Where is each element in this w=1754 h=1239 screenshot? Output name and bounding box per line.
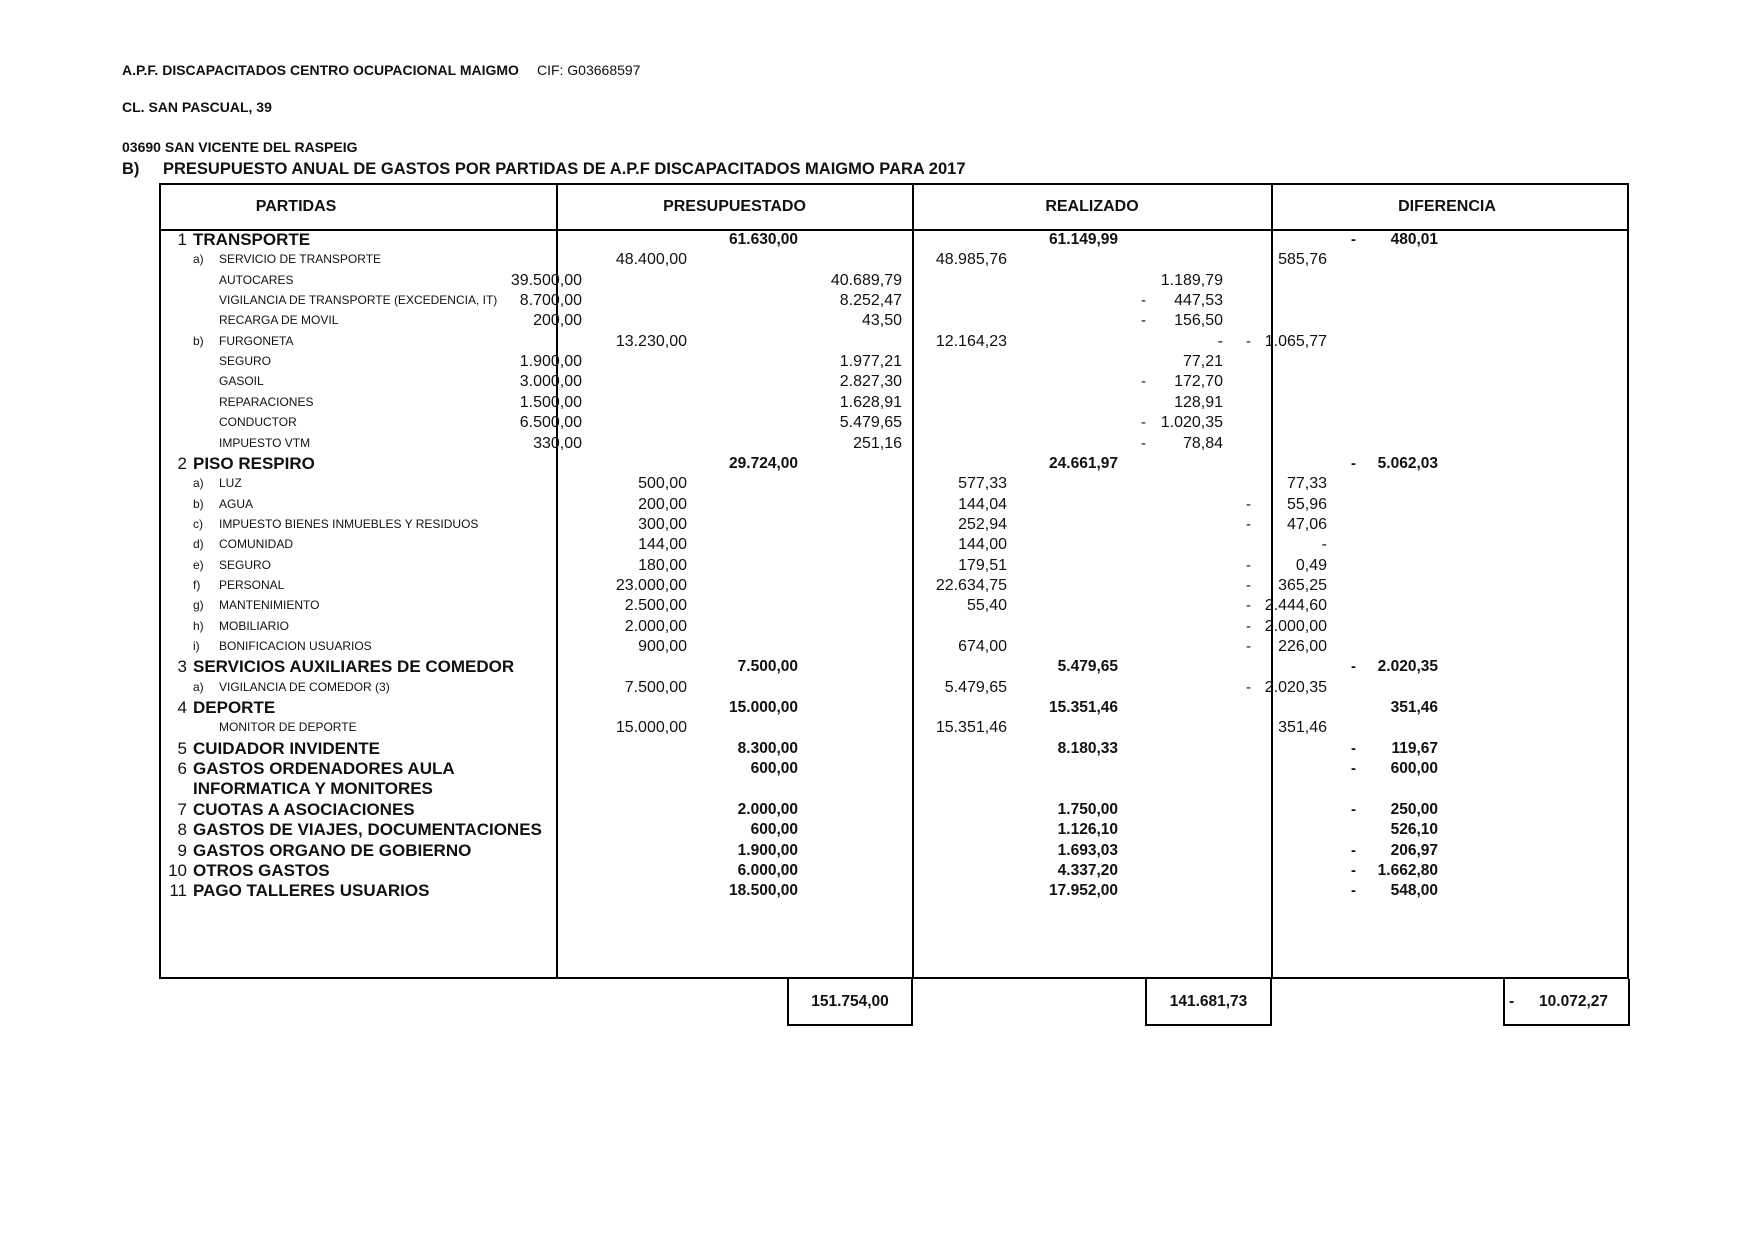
item-letter: a) xyxy=(193,679,204,694)
presupuestado-sub-value: 900,00 xyxy=(638,638,687,655)
realizado-detail-value: 1.977,21 xyxy=(839,353,902,371)
item-label: AGUA xyxy=(219,496,254,511)
diferencia-total-value: 351,46 xyxy=(1390,699,1438,717)
partida-title: OTROS GASTOS xyxy=(193,860,330,880)
diferencia-detail-value: 78,84 xyxy=(1182,434,1223,452)
diferencia-detail-value: 1.189,79 xyxy=(1160,271,1223,289)
item-label: MONITOR DE DEPORTE xyxy=(219,720,357,735)
total-diferencia-value: 10.072,27 xyxy=(1539,993,1608,1010)
presupuestado-total-value: 18.500,00 xyxy=(729,882,798,900)
diferencia-total-value: 250,00 xyxy=(1390,800,1438,818)
item-label: LUZ xyxy=(219,476,242,491)
realizado-sub-value: 55,40 xyxy=(966,597,1007,615)
diferencia-sub-value: 365,25 xyxy=(1278,576,1327,594)
item-letter: a) xyxy=(193,252,204,267)
presupuestado-sub-value: 144,00 xyxy=(638,536,687,554)
presupuestado-detail-value: 1.500,00 xyxy=(519,393,582,411)
item-label: GASOIL xyxy=(219,374,264,389)
presupuestado-total-value: 29.724,00 xyxy=(729,454,798,472)
diferencia-detail-value: 77,21 xyxy=(1182,353,1223,371)
item-letter: a) xyxy=(193,476,204,491)
diferencia-sub-sign: - xyxy=(1246,332,1251,350)
diferencia-total-sign: - xyxy=(1351,739,1356,757)
presupuestado-total-value: 8.300,00 xyxy=(737,739,798,757)
presupuestado-detail-value: 8.700,00 xyxy=(519,292,582,310)
presupuestado-total-value: 6.000,00 xyxy=(737,861,798,879)
diferencia-sub-sign: - xyxy=(1246,556,1251,574)
realizado-sub-value: 48.985,76 xyxy=(935,251,1007,269)
diferencia-sub-value: 55,96 xyxy=(1286,495,1327,513)
diferencia-total-value: 526,10 xyxy=(1390,821,1438,839)
partida-title: CUOTAS A ASOCIACIONES xyxy=(193,799,415,819)
presupuestado-detail-value: 200,00 xyxy=(533,312,582,330)
total-diferencia-sign: - xyxy=(1509,993,1515,1010)
realizado-sub-value: 144,04 xyxy=(958,495,1007,513)
document-title xyxy=(122,160,966,179)
presupuestado-total-value: 2.000,00 xyxy=(737,800,798,818)
realizado-sub-value: 179,51 xyxy=(958,556,1007,574)
diferencia-sub-value: 351,46 xyxy=(1278,719,1327,737)
partida-title: GASTOS ORGANO DE GOBIERNO xyxy=(193,840,472,860)
item-label: IMPUESTO BIENES INMUEBLES Y RESIDUOS xyxy=(219,516,479,531)
item-label: SERVICIO DE TRANSPORTE xyxy=(219,252,382,267)
realizado-total-value: 17.952,00 xyxy=(1049,882,1118,900)
total-presupuestado: 151.754,00 xyxy=(787,979,913,1026)
partida-number: 3 xyxy=(177,657,187,677)
realizado-sub-value: 674,00 xyxy=(958,638,1007,655)
diferencia-total-value: 548,00 xyxy=(1390,882,1438,900)
realizado-total-value: 4.337,20 xyxy=(1057,861,1118,879)
diferencia-detail-value: 128,91 xyxy=(1174,393,1223,411)
realizado-total-value: 1.126,10 xyxy=(1057,821,1118,839)
partida-number: 11 xyxy=(169,881,187,901)
diferencia-detail-sign: - xyxy=(1141,414,1146,432)
item-letter: i) xyxy=(193,639,200,653)
diferencia-total-value: 119,67 xyxy=(1391,739,1438,757)
diferencia-sub-sign: - xyxy=(1246,617,1251,635)
realizado-detail-value: 43,50 xyxy=(861,312,902,330)
col-header-diferencia: DIFERENCIA xyxy=(1398,198,1496,215)
diferencia-sub-value: 2.000,00 xyxy=(1264,617,1327,635)
presupuestado-detail-value: 3.000,00 xyxy=(519,373,582,391)
diferencia-detail-sign: - xyxy=(1141,292,1146,310)
item-label: VIGILANCIA DE TRANSPORTE (EXCEDENCIA, IT) xyxy=(219,293,498,308)
total-realizado: 141.681,73 xyxy=(1145,979,1272,1026)
partida-number: 1 xyxy=(177,230,187,249)
diferencia-total-value: 2.020,35 xyxy=(1377,658,1438,676)
realizado-detail-value: 40.689,79 xyxy=(830,271,902,289)
realizado-total-value: 24.661,97 xyxy=(1049,454,1118,472)
city: 03690 SAN VICENTE DEL RASPEIG xyxy=(122,139,358,155)
realizado-sub-value: 22.634,75 xyxy=(935,576,1007,594)
diferencia-sub-sign: - xyxy=(1246,515,1251,533)
presupuestado-sub-value: 2.000,00 xyxy=(624,617,687,635)
diferencia-sub-value: 1.065,77 xyxy=(1264,332,1327,350)
title-text: PRESUPUESTO ANUAL DE GASTOS POR PARTIDAS DE A.P.F DISCAPACITADOS MAIGMO PARA 2017 xyxy=(163,160,966,178)
diferencia-detail-sign: - xyxy=(1141,434,1146,452)
realizado-sub-value: 12.164,23 xyxy=(935,332,1007,350)
presupuestado-total-value: 7.500,00 xyxy=(737,658,798,676)
item-label: CONDUCTOR xyxy=(219,415,297,430)
realizado-detail-value: 5.479,65 xyxy=(839,414,902,432)
partida-number: 5 xyxy=(177,738,187,758)
presupuestado-detail-value: 330,00 xyxy=(533,434,582,452)
presupuestado-detail-value: 1.900,00 xyxy=(519,353,582,371)
col-header-presupuestado: PRESUPUESTADO xyxy=(663,198,806,215)
item-label: SEGURO xyxy=(219,557,272,572)
presupuestado-sub-value: 500,00 xyxy=(638,475,687,493)
item-label: MOBILIARIO xyxy=(219,618,290,633)
partida-title-continued: INFORMATICA Y MONITORES xyxy=(193,779,433,799)
presupuestado-sub-value: 13.230,00 xyxy=(615,332,687,350)
partida-number: 6 xyxy=(177,759,187,779)
partida-number: 2 xyxy=(177,453,187,473)
realizado-sub-value: 252,94 xyxy=(958,515,1007,533)
realizado-total-value: 61.149,99 xyxy=(1049,231,1118,248)
presupuestado-detail-value: 6.500,00 xyxy=(519,414,582,432)
item-label: BONIFICACION USUARIOS xyxy=(219,639,372,653)
presupuestado-sub-value: 48.400,00 xyxy=(615,251,687,269)
item-label: RECARGA DE MOVIL xyxy=(219,313,339,328)
realizado-detail-value: 2.827,30 xyxy=(839,373,902,391)
item-letter: c) xyxy=(193,516,203,531)
item-letter: h) xyxy=(193,618,204,633)
item-label: AUTOCARES xyxy=(219,272,294,287)
presupuestado-sub-value: 300,00 xyxy=(638,515,687,533)
realizado-sub-value: 144,00 xyxy=(958,536,1007,554)
diferencia-sub-value: - xyxy=(1321,536,1327,554)
presupuestado-total-value: 15.000,00 xyxy=(729,699,798,717)
diferencia-total-value: 600,00 xyxy=(1390,760,1438,778)
diferencia-total-sign: - xyxy=(1351,861,1356,879)
budget-table xyxy=(159,183,1629,979)
presupuestado-sub-value: 200,00 xyxy=(638,495,687,513)
item-label: COMUNIDAD xyxy=(219,537,293,552)
diferencia-total-sign: - xyxy=(1351,841,1356,859)
realizado-sub-value: 15.351,46 xyxy=(935,719,1007,737)
diferencia-sub-value: 77,33 xyxy=(1286,475,1327,493)
diferencia-total-sign: - xyxy=(1351,231,1356,248)
realizado-total-value: 1.693,03 xyxy=(1057,841,1118,859)
partida-title: GASTOS DE VIAJES, DOCUMENTACIONES xyxy=(193,820,542,840)
partida-number: 10 xyxy=(168,860,187,880)
item-label: MANTENIMIENTO xyxy=(219,598,320,613)
presupuestado-detail-value: 39.500,00 xyxy=(510,271,582,289)
diferencia-sub-sign: - xyxy=(1246,678,1251,696)
diferencia-detail-value: 156,50 xyxy=(1174,312,1223,330)
diferencia-detail-value: - xyxy=(1217,332,1223,350)
partida-number: 7 xyxy=(177,799,187,819)
item-label: SEGURO xyxy=(219,354,272,369)
partida-number: 9 xyxy=(177,840,187,860)
item-letter: b) xyxy=(193,496,204,511)
diferencia-total-sign: - xyxy=(1351,882,1356,900)
presupuestado-sub-value: 7.500,00 xyxy=(624,678,687,696)
presupuestado-total-value: 600,00 xyxy=(750,760,798,778)
item-label: IMPUESTO VTM xyxy=(219,435,311,450)
partida-number: 4 xyxy=(177,698,187,718)
diferencia-sub-value: 2.020,35 xyxy=(1264,678,1327,696)
partida-title: SERVICIOS AUXILIARES DE COMEDOR xyxy=(193,657,515,677)
diferencia-total-value: 5.062,03 xyxy=(1377,454,1438,472)
diferencia-detail-value: 172,70 xyxy=(1174,373,1223,391)
cif: CIF: G03668597 xyxy=(536,62,641,78)
diferencia-detail-sign: - xyxy=(1141,373,1146,391)
diferencia-sub-sign: - xyxy=(1246,576,1251,594)
diferencia-sub-value: 226,00 xyxy=(1278,638,1327,655)
item-letter: e) xyxy=(193,557,204,572)
section-label: B) xyxy=(122,160,140,178)
item-letter: b) xyxy=(193,333,204,348)
item-label: FURGONETA xyxy=(219,333,294,348)
partida-title: DEPORTE xyxy=(193,698,276,718)
diferencia-sub-value: 0,49 xyxy=(1295,556,1327,574)
realizado-total-value: 1.750,00 xyxy=(1057,800,1118,818)
partida-title: TRANSPORTE xyxy=(193,230,311,249)
presupuestado-total-value: 1.900,00 xyxy=(737,841,798,859)
diferencia-detail-value: 1.020,35 xyxy=(1160,414,1223,432)
diferencia-sub-sign: - xyxy=(1246,638,1251,655)
diferencia-sub-sign: - xyxy=(1246,597,1251,615)
diferencia-total-sign: - xyxy=(1351,658,1356,676)
partida-title: PISO RESPIRO xyxy=(193,453,315,473)
diferencia-sub-value: 47,06 xyxy=(1286,515,1327,533)
col-header-realizado: REALIZADO xyxy=(1045,198,1139,215)
realizado-detail-value: 8.252,47 xyxy=(839,292,902,310)
presupuestado-total-value: 600,00 xyxy=(750,821,798,839)
realizado-total-value: 15.351,46 xyxy=(1049,699,1118,717)
diferencia-detail-sign: - xyxy=(1141,312,1146,330)
diferencia-sub-value: 2.444,60 xyxy=(1264,597,1327,615)
partida-title: PAGO TALLERES USUARIOS xyxy=(193,881,430,901)
total-diferencia xyxy=(1503,979,1630,1026)
presupuestado-sub-value: 2.500,00 xyxy=(624,597,687,615)
realizado-detail-value: 251,16 xyxy=(853,434,902,452)
partida-title: GASTOS ORDENADORES AULA xyxy=(193,759,455,779)
presupuestado-sub-value: 15.000,00 xyxy=(615,719,687,737)
diferencia-total-value: 206,97 xyxy=(1390,841,1438,859)
diferencia-detail-value: 447,53 xyxy=(1174,292,1223,310)
diferencia-total-sign: - xyxy=(1351,760,1356,778)
item-letter: f) xyxy=(193,577,201,592)
realizado-total-value: 8.180,33 xyxy=(1057,739,1118,757)
diferencia-total-value: 1.662,80 xyxy=(1377,861,1438,879)
org-line xyxy=(122,62,640,78)
org-name: A.P.F. DISCAPACITADOS CENTRO OCUPACIONAL MAIGMO xyxy=(122,62,519,78)
partida-number: 8 xyxy=(177,820,187,840)
partida-title: CUIDADOR INVIDENTE xyxy=(193,738,381,758)
diferencia-sub-value: 585,76 xyxy=(1278,251,1327,269)
item-label: REPARACIONES xyxy=(219,394,314,409)
presupuestado-sub-value: 23.000,00 xyxy=(615,576,687,594)
realizado-total-value: 5.479,65 xyxy=(1057,658,1118,676)
diferencia-total-value: 480,01 xyxy=(1390,231,1438,248)
presupuestado-total-value: 61.630,00 xyxy=(729,231,798,248)
realizado-detail-value: 1.628,91 xyxy=(839,393,902,411)
realizado-sub-value: 5.479,65 xyxy=(944,678,1007,696)
col-header-partidas: PARTIDAS xyxy=(255,198,337,215)
item-letter: g) xyxy=(193,598,204,613)
item-label: PERSONAL xyxy=(219,577,285,592)
realizado-sub-value: 577,33 xyxy=(958,475,1007,493)
item-label: VIGILANCIA DE COMEDOR (3) xyxy=(219,679,390,694)
address: CL. SAN PASCUAL, 39 xyxy=(122,99,272,115)
table-row-main xyxy=(161,879,1627,902)
diferencia-total-sign: - xyxy=(1351,800,1356,818)
item-letter: d) xyxy=(193,537,204,552)
diferencia-sub-sign: - xyxy=(1246,495,1251,513)
diferencia-total-sign: - xyxy=(1351,454,1356,472)
presupuestado-sub-value: 180,00 xyxy=(638,556,687,574)
